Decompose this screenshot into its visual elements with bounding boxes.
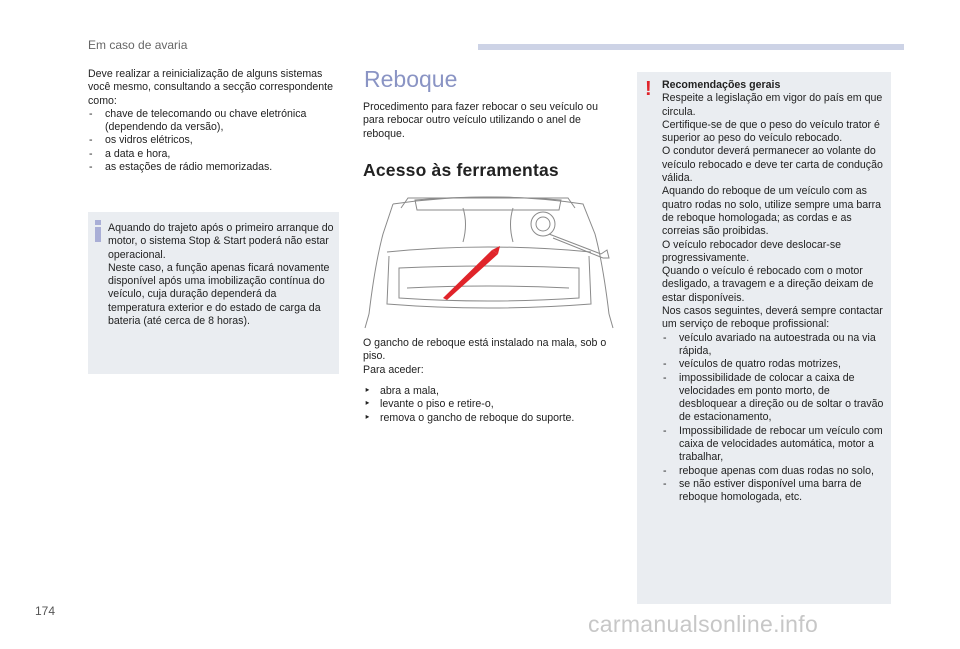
list-item: - reboque apenas com duas rodas no solo, [662, 465, 890, 478]
warning-text [662, 79, 890, 505]
page-number: 174 [35, 604, 56, 618]
list-item: - veículos de quatro rodas motrizes, [662, 358, 890, 371]
reset-intro: Deve realizar a reinicialização de alguns sistemas você mesmo, consultando a secção correspondente como: [88, 68, 333, 107]
info-text: Aquando do trajeto após o primeiro arranque do motor, o sistema Stop & Start poderá não estar operacional. Neste caso, a função apenas ficará novamente disponível após uma imobilização contínua do veículo, cuja duração dependerá da temperatura exterior e do estado de carga da bateria (até cerca de 8 horas). [108, 222, 334, 328]
list-item: ‣ abra a mala, [363, 385, 625, 398]
reset-list [88, 108, 340, 174]
figure-caption: O gancho de reboque está instalado na mala, sob o piso. Para aceder: [363, 337, 607, 376]
warning-body: Respeite a legislação em vigor do país em que circula. Certifique-se de que o peso do veículo trator é superior ao peso do veículo rebocado. O condutor deverá permanecer ao volante do veículo rebocado e deve ter carta de condução válida. Aquando do reboque de um veículo com as quatro rodas no solo, utilize sempre uma barra de reboque homologada; as cordas e as correias são proibidas. O veículo rebocador deve deslocar-se progressivamente. Quando o veículo é rebocado com o motor desligado, a travagem e a direção deixam de estar disponíveis. Nos casos seguintes, deverá sempre contactar um serviço de reboque profissional: [662, 92, 883, 331]
list-item: - se não estiver disponível uma barra de reboque homologada, etc. [662, 478, 890, 505]
list-item: - os vidros elétricos, [88, 134, 340, 147]
list-item: - impossibilidade de colocar a caixa de velocidades em ponto morto, de desbloquear a direção ou de soltar o travão de estacionamento, [662, 372, 890, 425]
list-item: - veículo avariado na autoestrada ou na via rápida, [662, 332, 890, 359]
reset-systems-text [88, 68, 340, 174]
list-item: - as estações de rádio memorizadas. [88, 161, 340, 174]
header-bar [478, 44, 904, 50]
list-item: - a data e hora, [88, 148, 340, 161]
warning-title: Recomendações gerais [662, 79, 781, 91]
list-item: - chave de telecomando ou chave eletrónica (dependendo da versão), [88, 108, 340, 135]
access-steps [363, 385, 625, 425]
section-heading: Acesso às ferramentas [363, 160, 559, 180]
watermark: carmanualsonline.info [588, 611, 819, 637]
list-item: - Impossibilidade de rebocar um veículo com caixa de velocidades automática, motor a trabalhar, [662, 425, 890, 465]
page-title: Reboque [364, 66, 458, 92]
section-label: Em caso de avaria [88, 38, 188, 52]
info-icon [95, 220, 101, 242]
trunk-illustration [363, 194, 616, 329]
reboque-intro: Procedimento para fazer rebocar o seu veículo ou para rebocar outro veículo utilizando o anel de reboque. [363, 101, 598, 140]
list-item: ‣ remova o gancho de reboque do suporte. [363, 412, 625, 425]
warning-icon: ! [645, 78, 652, 100]
warning-list [662, 332, 890, 505]
list-item: ‣ levante o piso e retire-o, [363, 398, 625, 411]
